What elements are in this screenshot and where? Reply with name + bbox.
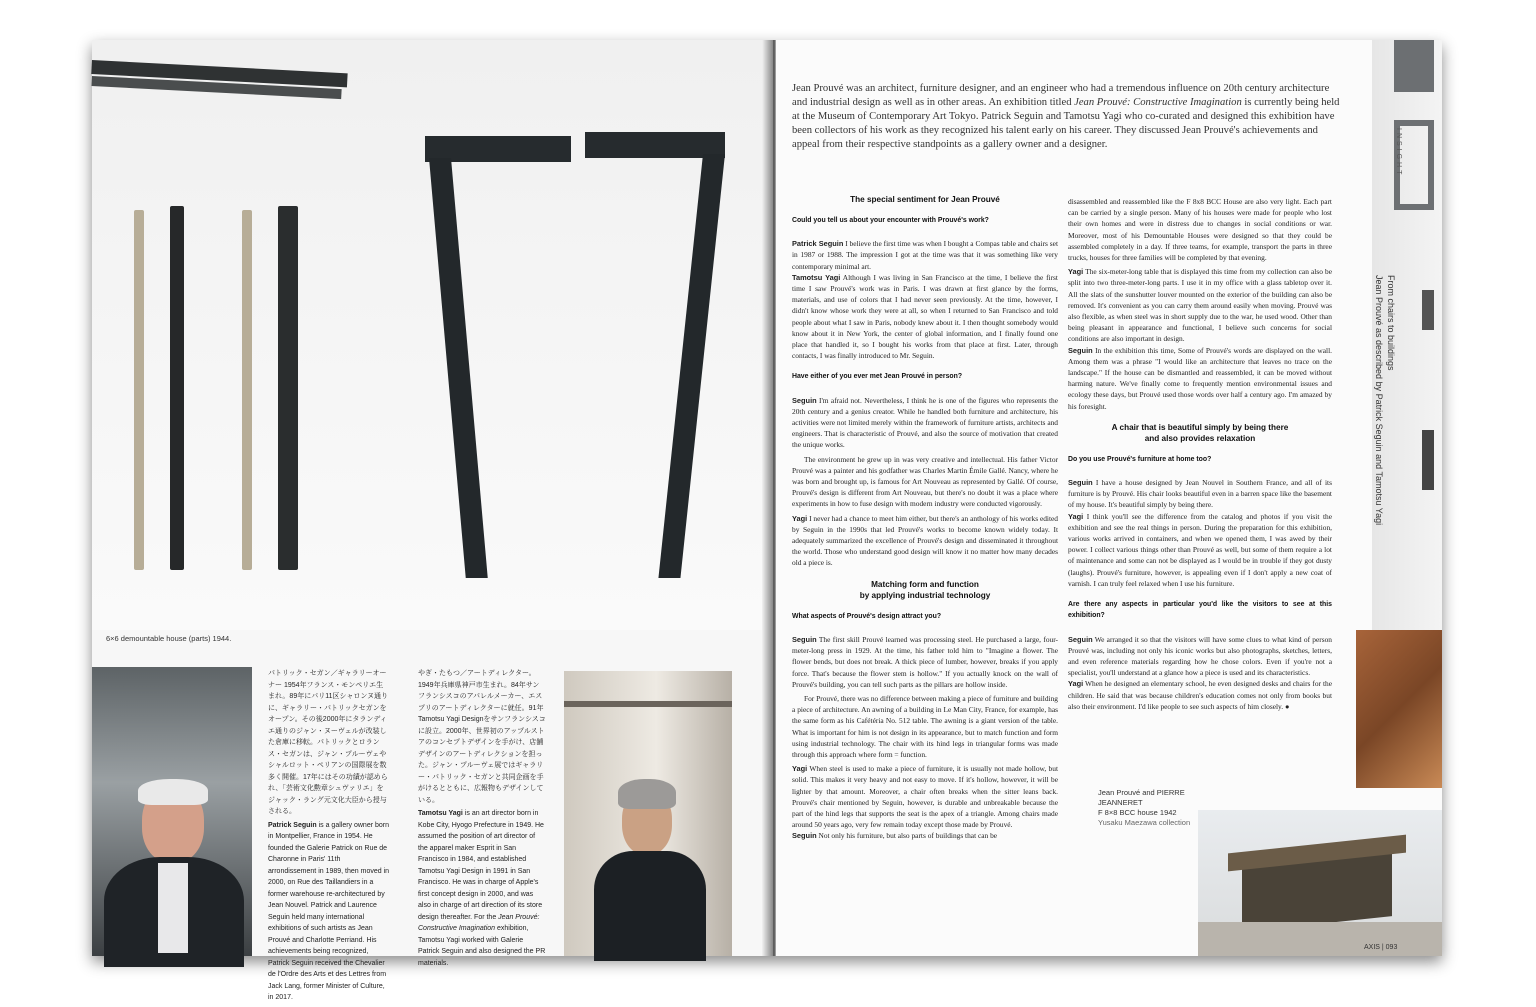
question-5: Are there any aspects in particular you'd like the visitors to see at this exhibition? [1068,601,1332,620]
parts-photo [92,40,770,630]
question-4: Do you use Prouvé's furniture at home too? [1068,455,1212,463]
photo-caption: 6×6 demountable house (parts) 1944. [106,634,232,643]
bcc-house-photo [1198,810,1442,956]
yagi-bio-jp: やぎ・たもつ／アートディレクター。1949年兵庫県神戸市生まれ。84年サンフランシスコのアパレルメーカー、エスプリのアートディレクターに就任。91年Tamotsu Yagi Designをサンフランシスコに設立。2000年、世界初のアップルストアのコンセプトデザインを手がけ、店舗デザインのアートディレクションを担った。ジャン・プルーヴェ展ではギャラリー・パトリック・セガンと共同企画を手がけるとともに、広報物もデザインしている。 [418,670,546,804]
end-mark-icon: ● [1284,701,1290,711]
yagi-bio-en: is an art director born in Kobe City, Hyogo Prefecture in 1949. He assumed the position of art director of the apparel maker Esprit in San Francisco in 1984, and established Tamotsu Yagi Design in 1991 in San Francisco. He was in charge of Apple's first concept design in 2000, and was also in charge of art direction of its store design thereafter. For the [418,810,544,921]
rail-part [242,210,252,570]
seguin-portrait [92,667,252,956]
wood-photo [1356,630,1442,788]
frame-right-leg [658,154,725,578]
yagi-name: Tamotsu Yagi [418,810,463,817]
section-tag: INSIGHT [1395,128,1402,178]
intro-title: Jean Prouvé: Constructive Imagination [1074,97,1242,108]
magazine-spread [92,40,1442,1001]
intro-text [792,82,1340,152]
column-1: The special sentiment for Jean Prouvé Could you tell us about your encounter with Prouvé's work? Patrick Seguin I believe the first time was when I bought a Compas table and chairs set in 1987 or 1988. The impression I got at the time was that it was something like very contemporary minimal art. Tamotsu Yagi Although I was living in San Francisco at the time, I believe the first time I saw Prouvé's work was in Paris. I was drawn at first glance by the forms, materials, and use of colors that I had never seen previously. At the time, however, I didn't know whose work they were at all, so when I returned to San Francisco and told people about what I saw in Paris, nobody knew about it. I then thought somebody would know about it in New York, the center of global information, and I finally found one place that handled it, so I bought his works from that place at first. Later, through contacts, I was finally introduced to Mr. Seguin. Have either of you ever met Jean Prouvé in person? Seguin I'm afraid not. Nevertheless, I think he is one of the figures who represents the 20th century and a genius creator. While he handled both furniture and architecture, his activities were not limited merely within the framework of furniture artists, architects and engineers. That is characteristic of Prouvé, and also the source of motivation that created the unique works. The environment he grew up in was very creative and intellectual. His father Victor Prouvé was a painter and his godfather was Charles Martin Émile Gallé. Nancy, where he was born and brought up, is famous for Art Nouveau as represented by Gallé. Of course, Prouvé's design is different from Art Nouveau, but there's no doubt it was a place where experiments in how to fuse design with modern industry were conducted vigorously. Yagi I never had a chance to meet him either, but there's an anthology of his works edited by Seguin in the 1990s that led Prouvé's works to become known widely today. It adequately summarized the excellence of Prouvé's design and disseminated it throughout the world. Those who understand good design will know it no matter how many decades old a piece is. Matching form and function by applying industrial technology What aspects of Prouvé's design attract you? Seguin The first skill Prouvé learned was processing steel. He purchased a large, four-meter-long press in 1929. At the time, his father told him to "Imagine a flower. The flower bends, but does not break. A thick piece of lumber, however, breaks if you apply force. That's because the flower stem is hollow." If you actually knock on the wall of Prouvé's building, you can tell such parts as the pillars are hollow inside. For Prouvé, there was no difference between making a piece of furniture and building a piece of architecture. An awning of a building in Le Man City, France, for example, has the same form as his Cafétéria No. 512 table. The awning is a giant version of the table. What is important for him is not design in its appearance, but to match function and form using industrial technology. The chair with its hind legs in triangular forms was made through this approach where form = function. Yagi When steel is used to make a piece of furniture, it is usually not made hollow, but solid. This makes it very heavy and not easy to move. If it's hollow, however, it will be lighter by that amount. Moreover, a chair often breaks when the sitter leans back. Prouvé's chair mentioned by Seguin, however, is durable and unbreakable because the part of the hind legs that supports the seat is the apex of a triangle. Among chairs made around 50 years ago, very few remain today except those made by Prouvé. Seguin Not only his furniture, but also parts of buildings that can be [792,195,1058,841]
column-2: disassembled and reassembled like the F 8x8 BCC House are also very light. Each part can be carried by a single person. Many of his houses were made for people who lost their own homes and were in distress due to changes in social conditions or war. Moreover, most of his Demountable Houses were designed so that they could be assembled completely in a day. If three teams, for example, transport the parts in three trucks, houses for three families will be completed by that evening. Yagi The six-meter-long table that is displayed this time from my collection can also be split into two three-meter-long parts. I use it in my office with a glass tabletop over it. All the slats of the sunshutter louver mounted on the exterior of the building can also be removed. It's convenient as you can carry them around easily when moving. Prouvé was also flexible, as when steel was in short supply due to the war, he used wood. Other than being pleasant in appearance and functional, I believe such concerns for social conditions are also important in design. Seguin In the exhibition this time, Some of Prouvé's words are displayed on the wall. Among them was a phrase "I would like an architecture that leaves no trace on the landscape." If the house can be dismantled and reassembled, it can be moved without harming nature. We've finally come to frequently mention environmental issues and ecology these days, but Prouvé used those words over half a century ago. I'm amazed by his foresight. A chair that is beautiful simply by being there and also provides relaxation Do you use Prouvé's furniture at home too? Seguin I have a house designed by Jean Nouvel in Southern France, and all of its furniture is by Prouvé. His chair looks beautiful even in a barren space like the basement of my house. It's beautiful simply by being there. Yagi I think you'll see the difference from the catalog and photos if you visit the exhibition and see the real things in person. During the preparation for this exhibition, various works arrived in containers, and when we opened them, I was awed by their power. I collect various things other than Prouvé as well, but some of them require a lot of maintenance and some can not be displayed as I would be in trouble if they got dusty (laughs). Prouvé's furniture, however, is appealing even if I don't apply a new coat of varnish. I can truly feel relaxed when I use his furniture. Are there any aspects in particular you'd like the visitors to see at this exhibition? Seguin We arranged it so that the visitors will have some clues to what kind of person Prouvé was, including not only his iconic works but also photographs, sketches, letters, and even reference materials regarding how he chose colors. Even if you're not a specialist, you'll understand at a glance how a piece is used and its characteristics. Yagi When he designed an elementary school, he even designed desks and chairs for the children. He said that was because children's education comes not only from books but also their environment. I'd like people to see such aspects of him closely. ● [1068,197,1332,711]
question-1: Could you tell us about your encounter with Prouvé's work? [792,217,989,224]
section-heading-1: The special sentiment for Jean Prouvé [850,195,1000,204]
vertical-title: From chairs to buildings Jean Prouvé as described by Patrick Seguin and Tamotsu Yagi [1374,275,1396,526]
right-page [776,40,1442,956]
question-2: Have either of you ever met Jean Prouvé in person? [792,373,963,381]
left-page [92,40,770,1001]
rail-part [278,206,298,570]
page-folio: AXIS | 093 [1364,944,1398,951]
question-3: What aspects of Prouvé's design attract you? [792,612,942,620]
intro-b: is currently being held at the Museum of Contemporary Art Tokyo. Patrick Seguin and Tamotsu Yagi who co-curated and designed this exhibition have been collectors of his work as they recognized his talent early on his career. They discussed Jean Prouvé's achievements and appeal from their respective standpoints as a gallery owner and a designer. [792,97,1340,150]
exhibition-title: Jean Prouvé: Constructive Imagination [418,913,540,932]
yagi-portrait [564,671,732,956]
seguin-bio [268,668,390,1004]
rail-part [134,210,144,570]
house-caption: Jean Prouvé and PIERRE JEANNERET F 8×8 BCC house 1942 Yusaku Maezawa collection [1098,788,1191,827]
seguin-bio-en: is a gallery owner born in Montpellier, France in 1954. He founded the Galerie Patrick on Rue de Charonne in Paris' 11th arrondissement in 1989, then moved in 2000, on Rue des Taillandiers in a former warehouse re-architectured by Jean Nouvel. Patrick and Laurence Seguin held many international exhibitions of such artists as Jean Prouvé and Charlotte Perriand. His achievements being recognized, Patrick Seguin received the Chevalier de l'Ordre des Arts et des Lettres from Jack Lang, former Minister of Culture, in 2017. [268,821,390,1001]
section-heading-2: Matching form and function by applying industrial technology [859,579,991,600]
seguin-bio-jp: パトリック・セガン／ギャラリーオーナー 1954年フランス・モンペリエ生まれ。89年にパリ11区シャロンヌ通りに、ギャラリー・パトリックセガンをオープン。その後2000年にタランディエ通りのジャン・ヌーヴェルが改装した倉庫に移転。パトリックとロランス・セガンは、ジャン・プルーヴェやシャルロット・ペリアンの国際展を数多く開催。17年にはその功績が認められ、「芸術文化勲章シュヴァリエ」をジャック・ラング元文化大臣から授与される。 [268,670,389,815]
section-heading-3: A chair that is beautiful simply by being there and also provides relaxation [1111,422,1289,443]
frame-left-leg [429,158,488,578]
seguin-name: Patrick Seguin [268,821,317,829]
yagi-bio [418,668,546,969]
yagi-bio-en2: exhibition, Tamotsu Yagi worked with Galerie Patrick Seguin and also designed the PR materials. [418,925,546,967]
rail-part [170,206,184,570]
intro-a: Jean Prouvé was an architect, furniture designer, and an engineer who had a tremendous influence on 20th century architecture and industrial design as well as in other areas. An exhibition titled [792,83,1330,108]
